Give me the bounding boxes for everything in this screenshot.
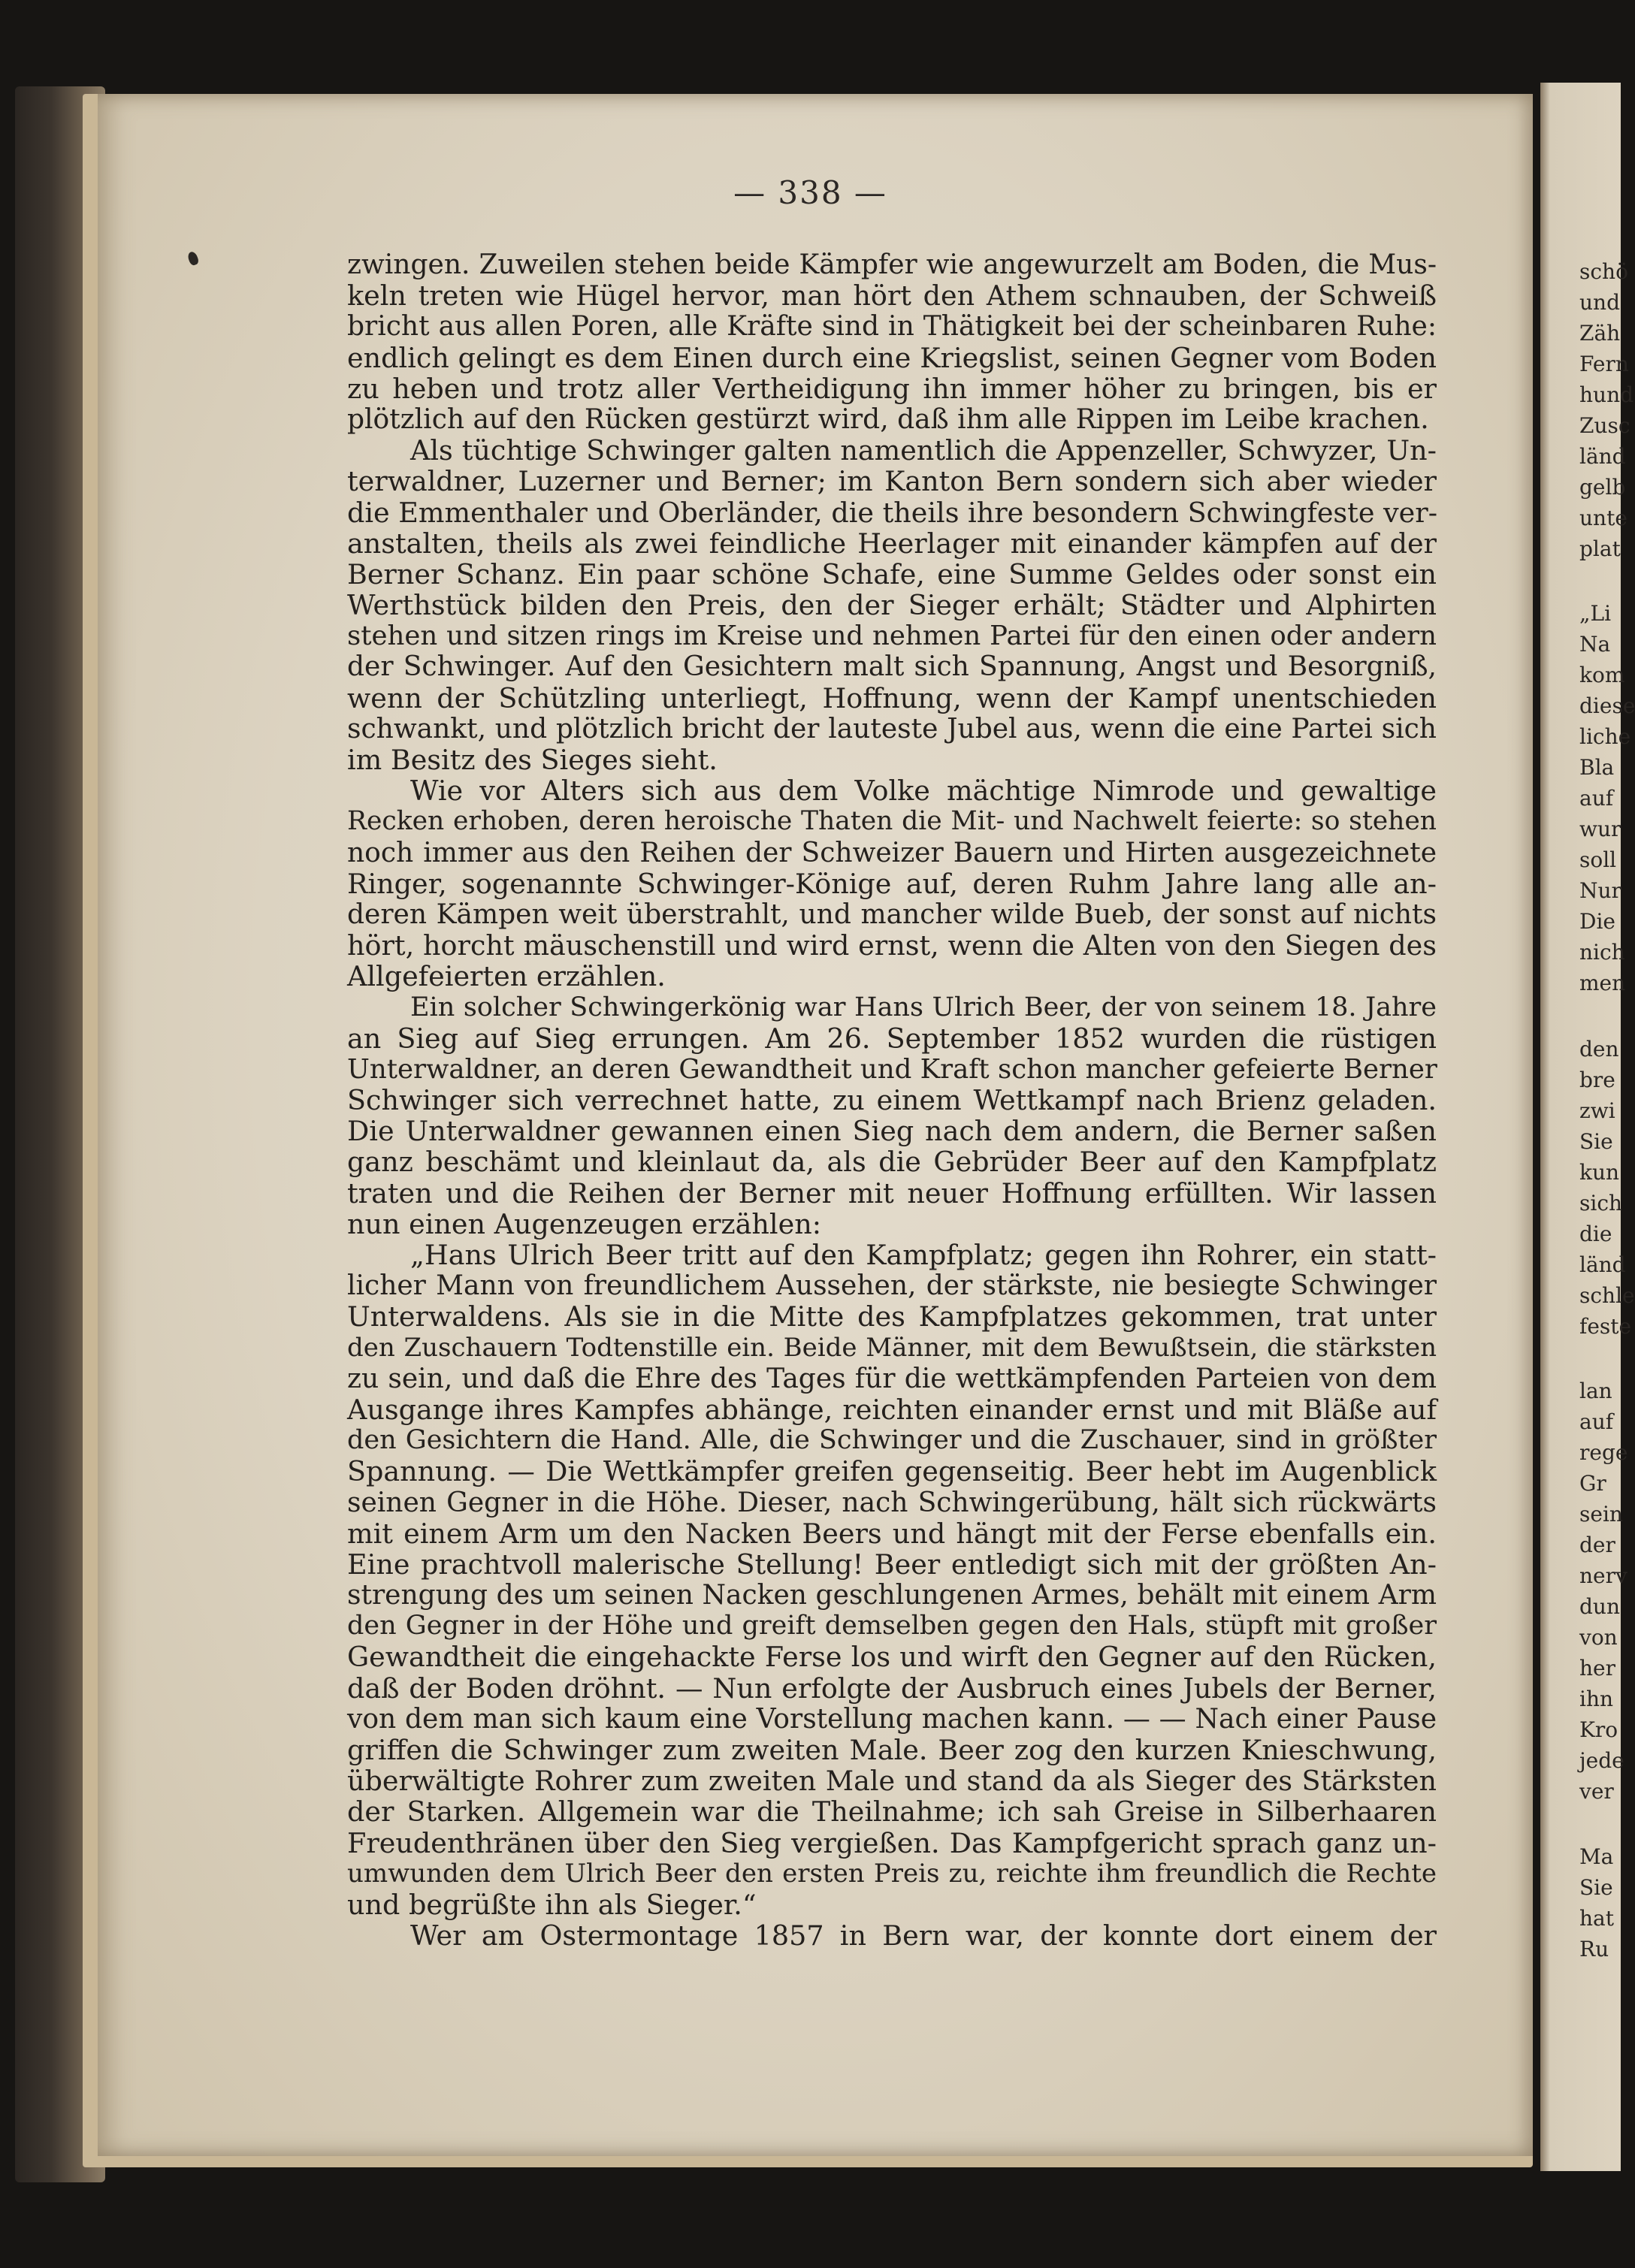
- facing-page-fragment: Zäh: [1579, 321, 1621, 346]
- text-line: den Gegner in der Höhe und greift demselben gegen den Hals, stüpft mit großer: [347, 1611, 1437, 1641]
- text-line: ganz beschämt und kleinlaut da, als die Gebrüder Beer auf den Kampfplatz: [347, 1146, 1437, 1179]
- facing-page-fragment: die: [1579, 1222, 1612, 1246]
- facing-page-fragment: schle: [1579, 1283, 1635, 1308]
- facing-page-fragment: ihn: [1579, 1687, 1614, 1711]
- text-line: den Zuschauern Todtenstille ein. Beide Männer, mit dem Bewußtsein, die stärksten: [347, 1332, 1437, 1363]
- facing-page-fragment: Nur: [1579, 878, 1621, 903]
- text-line: daß der Boden dröhnt. — Nun erfolgte der Ausbruch eines Jubels der Berner,: [347, 1672, 1437, 1705]
- text-line: deren Kämpen weit überstrahlt, und mancher wilde Bueb, der sonst auf nichts: [347, 898, 1437, 930]
- text-line: zu heben und trotz aller Vertheidigung ihn immer höher zu bringen, bis er: [347, 372, 1437, 405]
- text-line: wenn der Schützling unterliegt, Hoffnung, wenn der Kampf unentschieden: [347, 681, 1437, 714]
- text-line: Unterwaldens. Als sie in die Mitte des Kampfplatzes gekommen, trat unter: [347, 1300, 1437, 1333]
- facing-page-fragment: länd: [1579, 444, 1626, 469]
- facing-page-fragment: von: [1579, 1625, 1618, 1650]
- facing-page-fragment: sein: [1579, 1502, 1623, 1527]
- facing-page-fragment: Gr: [1579, 1471, 1606, 1496]
- text-line: strengung des um seinen Nacken geschlungenen Armes, behält mit einem Arm: [347, 1580, 1437, 1611]
- facing-page-fragment: feste: [1579, 1314, 1632, 1339]
- text-line: an Sieg auf Sieg errungen. Am 26. September 1852 wurden die rüstigen: [347, 1022, 1437, 1055]
- text-line: Ringer, sogenannte Schwinger-Könige auf, deren Ruhm Jahre lang alle an-: [347, 867, 1437, 900]
- text-line: keln treten wie Hügel hervor, man hört den Athem schnauben, der Schweiß: [347, 279, 1437, 313]
- text-line: Werthstück bilden den Preis, den der Sieger erhält; Städter und Alphirten: [347, 589, 1437, 622]
- text-line: von dem man sich kaum eine Vorstellung machen kann. — — Nach einer Pause: [347, 1703, 1437, 1735]
- text-line: Ein solcher Schwingerkönig war Hans Ulrich Beer, der von seinem 18. Jahre: [410, 992, 1437, 1022]
- text-line: der Schwinger. Auf den Gesichtern malt sich Spannung, Angst und Besorgniß,: [347, 651, 1437, 683]
- text-line: die Emmenthaler und Oberländer, die theils ihre besondern Schwingfeste ver-: [347, 496, 1438, 529]
- facing-page-fragment: her: [1579, 1656, 1615, 1681]
- facing-page-fragment: „Li: [1579, 601, 1612, 626]
- facing-page-fragment: soll: [1579, 847, 1617, 872]
- text-line: der Starken. Allgemein war die Theilnahme; ich sah Greise in Silberhaaren: [347, 1795, 1437, 1829]
- text-line: Eine prachtvoll malerische Stellung! Beer entledigt sich mit der größten An-: [347, 1548, 1437, 1581]
- text-line: Recken erhoben, deren heroische Thaten die Mit- und Nachwelt feierte: so stehen: [347, 806, 1437, 837]
- text-line: zwingen. Zuweilen stehen beide Kämpfer wie angewurzelt am Boden, die Mus-: [347, 249, 1437, 280]
- text-line: im Besitz des Sieges sieht.: [347, 744, 718, 776]
- facing-page-fragment: bre: [1579, 1068, 1615, 1092]
- text-line: endlich gelingt es dem Einen durch eine Kriegslist, seinen Gegner vom Boden: [347, 341, 1437, 374]
- text-line: nun einen Augenzeugen erzählen:: [347, 1207, 821, 1240]
- facing-page-fragment: wur: [1579, 817, 1621, 841]
- text-line: mit einem Arm um den Nacken Beers und hängt mit der Ferse ebenfalls ein.: [347, 1517, 1437, 1550]
- facing-page-fragment: liche: [1579, 724, 1631, 749]
- facing-page-fragment: jede: [1579, 1748, 1624, 1773]
- text-line: Unterwaldner, an deren Gewandtheit und Kraft schon mancher gefeierte Berner: [347, 1053, 1437, 1085]
- text-line: Freudenthränen über den Sieg vergießen. Das Kampfgericht sprach ganz un-: [347, 1826, 1437, 1859]
- facing-page-fragment: kom: [1579, 663, 1625, 687]
- text-line: Wer am Ostermontage 1857 in Bern war, der konnte dort einem der: [410, 1919, 1437, 1952]
- facing-page-fragment: Ru: [1579, 1937, 1609, 1961]
- text-line: Berner Schanz. Ein paar schöne Schafe, eine Summe Geldes oder sonst ein: [347, 557, 1437, 590]
- facing-page-fragment: Bla: [1579, 755, 1615, 780]
- text-line: Wie vor Alters sich aus dem Volke mächtige Nimrode und gewaltige: [410, 775, 1437, 808]
- facing-page-fragment: Kro: [1579, 1717, 1618, 1742]
- text-line: traten und die Reihen der Berner mit neuer Hoffnung erfüllten. Wir lassen: [347, 1176, 1437, 1209]
- page-number: — 338 —: [733, 174, 887, 211]
- facing-page-fragment: Na: [1579, 632, 1611, 657]
- facing-page-fragment: Zusc: [1579, 413, 1630, 438]
- text-line: Als tüchtige Schwinger galten namentlich die Appenzeller, Schwyzer, Un-: [410, 434, 1437, 467]
- text-line: Gewandtheit die eingehackte Ferse los und wirft den Gegner auf den Rücken,: [347, 1641, 1437, 1674]
- facing-page-fragment: Fern: [1579, 352, 1629, 376]
- text-line: seinen Gegner in die Höhe. Dieser, nach Schwingerübung, hält sich rückwärts: [347, 1487, 1437, 1518]
- text-line: stehen und sitzen rings im Kreise und nehmen Partei für den einen oder andern: [347, 621, 1437, 652]
- facing-page-fragment: Sie: [1579, 1875, 1613, 1900]
- text-line: anstalten, theils als zwei feindliche Heerlager mit einander kämpfen auf der: [347, 527, 1437, 560]
- text-line: schwankt, und plötzlich bricht der lauteste Jubel aus, wenn die eine Partei sich: [347, 713, 1437, 744]
- facing-page-fragment: gelb: [1579, 475, 1626, 500]
- text-line: und begrüßte ihn als Sieger.“: [347, 1888, 757, 1921]
- facing-page-fragment: rege: [1579, 1440, 1628, 1465]
- text-line: griffen die Schwinger zum zweiten Male. Beer zog den kurzen Knieschwung,: [347, 1734, 1437, 1766]
- facing-page-fragment: und: [1579, 290, 1620, 315]
- text-line: den Gesichtern die Hand. Alle, die Schwinger und die Zuschauer, sind in größter: [347, 1425, 1437, 1456]
- facing-page-fragment: zwi: [1579, 1098, 1615, 1123]
- text-line: „Hans Ulrich Beer tritt auf den Kampfplatz; gegen ihn Rohrer, ein statt-: [410, 1239, 1437, 1271]
- text-line: hört, horcht mäuschenstill und wird ernst, wenn die Alten von den Siegen des: [347, 929, 1437, 962]
- text-line: noch immer aus den Reihen der Schweizer Bauern und Hirten ausgezeichnete: [347, 837, 1437, 868]
- text-line: umwunden dem Ulrich Beer den ersten Preis zu, reichte ihm freundlich die Rechte: [347, 1858, 1437, 1889]
- text-line: überwältigte Rohrer zum zweiten Male und stand da als Sieger des Stärksten: [347, 1765, 1437, 1798]
- facing-page-fragment: hat: [1579, 1906, 1614, 1931]
- facing-page-fragment: dun: [1579, 1594, 1620, 1619]
- text-line: terwaldner, Luzerner und Berner; im Kanton Bern sondern sich aber wieder: [347, 465, 1437, 498]
- text-line: bricht aus allen Poren, alle Kräfte sind in Thätigkeit bei der scheinbaren Ruhe:: [347, 311, 1437, 343]
- text-line: Spannung. — Die Wettkämpfer greifen gegenseitig. Beer hebt im Augenblick: [347, 1455, 1437, 1488]
- facing-page-fragment: Die: [1579, 909, 1615, 934]
- text-line: Schwinger sich verrechnet hatte, zu einem Wettkampf nach Brienz geladen.: [347, 1084, 1437, 1117]
- facing-page-fragment: auf: [1579, 786, 1614, 811]
- facing-page-fragment: nerv: [1579, 1563, 1627, 1588]
- facing-page-fragment: men: [1579, 971, 1626, 995]
- facing-page-fragment: der: [1579, 1533, 1615, 1557]
- text-line: Ausgange ihres Kampfes abhänge, reichten einander ernst und mit Bläße auf: [347, 1393, 1437, 1426]
- facing-page-fragment: Ma: [1579, 1844, 1614, 1869]
- facing-page-fragment: Sie: [1579, 1129, 1613, 1154]
- facing-page-fragment: den: [1579, 1037, 1619, 1062]
- facing-page-fragment: sich: [1579, 1191, 1623, 1216]
- page-body-text: [347, 249, 1437, 1951]
- text-line: plötzlich auf den Rücken gestürzt wird, daß ihm alle Rippen im Leibe krachen.: [347, 403, 1429, 435]
- facing-page-fragment: länd: [1579, 1252, 1626, 1277]
- facing-page-fragment: nich: [1579, 940, 1625, 965]
- facing-page-fragment: unte: [1579, 506, 1627, 530]
- facing-page-fragment: lan: [1579, 1379, 1612, 1403]
- facing-page-fragment: auf: [1579, 1409, 1614, 1434]
- text-line: zu sein, und daß die Ehre des Tages für die wettkämpfenden Parteien von dem: [347, 1363, 1437, 1394]
- text-line: licher Mann von freundlichem Aussehen, der stärkste, nie besiegte Schwinger: [347, 1270, 1437, 1302]
- facing-page-fragment: plat: [1579, 536, 1621, 561]
- facing-page-fragment: diese: [1579, 693, 1635, 718]
- text-line: Die Unterwaldner gewannen einen Sieg nach dem andern, die Berner saßen: [347, 1115, 1437, 1148]
- text-line: Allgefeierten erzählen.: [347, 960, 666, 993]
- facing-page-fragment: schö: [1579, 259, 1628, 284]
- facing-page-edge: [1540, 83, 1635, 2171]
- facing-page-fragment: kun: [1579, 1160, 1620, 1185]
- facing-page-fragment: ver: [1579, 1779, 1614, 1804]
- facing-page-fragment: hund: [1579, 382, 1634, 407]
